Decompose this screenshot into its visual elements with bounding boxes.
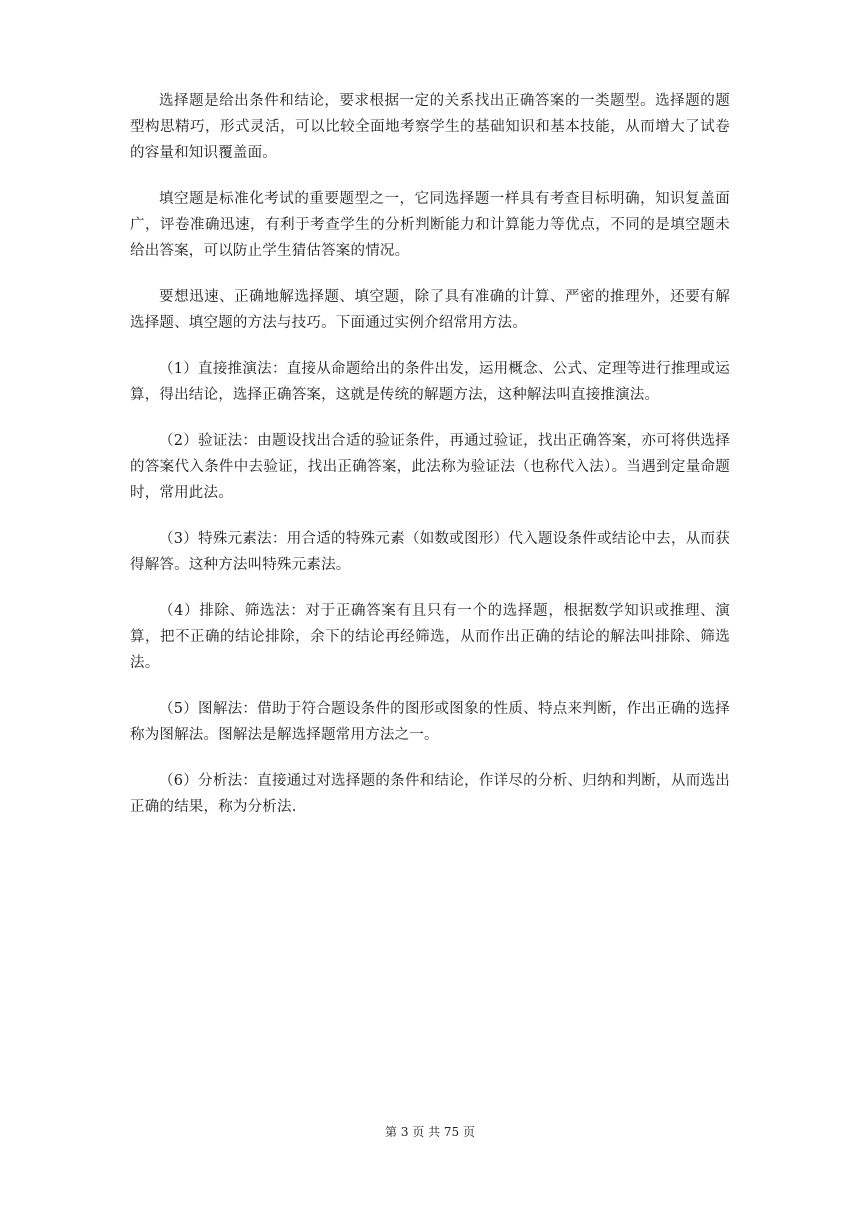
paragraph-method-3: （3）特殊元素法：用合适的特殊元素（如数或图形）代入题设条件或结论中去，从而获得解答。这种方法叫特殊元素法。	[130, 531, 730, 573]
paragraph-methods-intro: 要想迅速、正确地解选择题、填空题，除了具有准确的计算、严密的推理外，还要有解选择题、填空题的方法与技巧。下面通过实例介绍常用方法。	[130, 289, 730, 331]
paragraph-method-6: （6）分析法：直接通过对选择题的条件和结论，作详尽的分析、归纳和判断，从而选出正确的结果，称为分析法.	[130, 773, 730, 815]
paragraph-method-5: （5）图解法：借助于符合题设条件的图形或图象的性质、特点来判断，作出正确的选择称为图解法。图解法是解选择题常用方法之一。	[130, 701, 730, 743]
paragraph-method-2: （2）验证法：由题设找出合适的验证条件，再通过验证，找出正确答案，亦可将供选择的答案代入条件中去验证，找出正确答案，此法称为验证法（也称代入法）。当遇到定量命题时，常用此法。	[130, 433, 730, 501]
page-footer: 第 3 页 共 75 页	[385, 1125, 475, 1139]
paragraph-intro-fill: 填空题是标准化考试的重要题型之一，它同选择题一样具有考查目标明确，知识复盖面广，评卷准确迅速，有利于考查学生的分析判断能力和计算能力等优点，不同的是填空题未给出答案，可以防止学生猜估答案的情况。	[130, 191, 730, 259]
paragraph-method-4: （4）排除、筛选法：对于正确答案有且只有一个的选择题，根据数学知识或推理、演算，把不正确的结论排除，余下的结论再经筛选，从而作出正确的结论的解法叫排除、筛选法。	[130, 603, 730, 671]
paragraph-intro-choice: 选择题是给出条件和结论，要求根据一定的关系找出正确答案的一类题型。选择题的题型构思精巧，形式灵活，可以比较全面地考察学生的基础知识和基本技能，从而增大了试卷的容量和知识覆盖面。	[130, 93, 730, 161]
paragraph-method-1: （1）直接推演法：直接从命题给出的条件出发，运用概念、公式、定理等进行推理或运算，得出结论，选择正确答案，这就是传统的解题方法，这种解法叫直接推演法。	[130, 361, 730, 403]
document-body	[130, 88, 730, 840]
